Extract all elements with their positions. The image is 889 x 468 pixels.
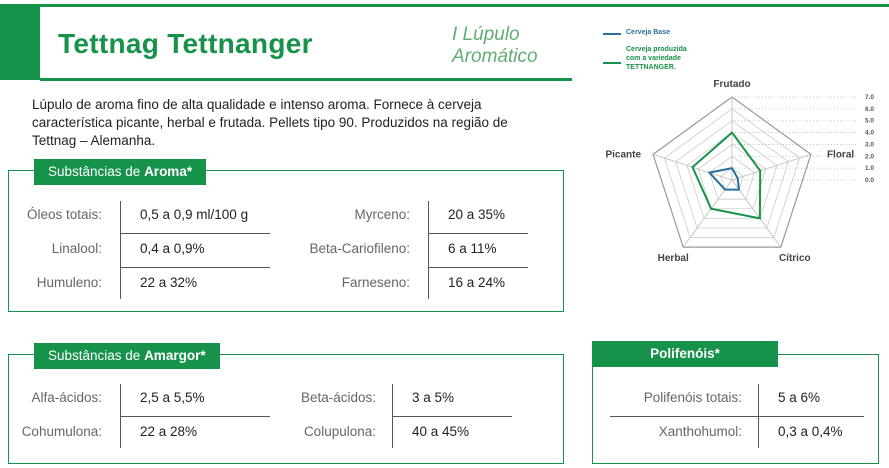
- aroma-label: Humuleno:: [36, 275, 102, 290]
- legend-label-base: Cerveja Base: [626, 29, 670, 36]
- radar-scale-label: 5.0: [865, 117, 875, 125]
- aroma-col-divider: [428, 201, 429, 299]
- amargor-row-divider: [120, 416, 270, 417]
- radar-scale-label: 7.0: [865, 94, 875, 101]
- radar-scale-label: 4.0: [865, 129, 875, 137]
- legend-swatch-base: [603, 33, 621, 35]
- legend-variety-line2: com a variedade: [626, 55, 681, 62]
- aroma-row-divider: [428, 267, 528, 268]
- legend-label-variety: [626, 45, 687, 72]
- radar-axis-label: Floral: [826, 149, 855, 161]
- polifenois-heading: [592, 341, 778, 367]
- aroma-label: Beta-Cariofileno:: [309, 241, 410, 256]
- legend-swatch-variety: [603, 62, 621, 64]
- aroma-value: 0,4 a 0,9%: [140, 241, 205, 256]
- radar-scale-label: 0.0: [865, 177, 875, 184]
- amargor-label: Colupulona:: [303, 424, 376, 439]
- aroma-heading-text: Substâncias de: [48, 164, 145, 179]
- subtitle-line-1: I Lúpulo: [452, 24, 520, 45]
- amargor-col-divider: [392, 384, 393, 448]
- subtitle-line-2: Aromático: [452, 46, 538, 67]
- amargor-box: [8, 354, 564, 464]
- left-accent-bar: [0, 4, 40, 80]
- aroma-value: 6 a 11%: [448, 241, 497, 256]
- radar-axis-label: Frutado: [713, 80, 751, 90]
- aroma-label: Linalool:: [51, 241, 102, 256]
- aroma-row-divider: [120, 233, 270, 234]
- amargor-value: 2,5 a 5,5%: [140, 390, 205, 405]
- aroma-label: Farneseno:: [341, 275, 410, 290]
- radar-axis-label: Herbal: [657, 253, 689, 265]
- legend-variety-line1: Cerveja produzida: [626, 46, 687, 53]
- amargor-heading-text: Substâncias de: [48, 348, 145, 363]
- legend-variety-line3: TETTNANGER.: [626, 64, 676, 71]
- radar-chart: [590, 80, 889, 280]
- aroma-value: 16 a 24%: [448, 275, 506, 290]
- amargor-label: Cohumulona:: [21, 424, 102, 439]
- amargor-value: 22 a 28%: [140, 424, 198, 439]
- aroma-value: 22 a 32%: [140, 275, 198, 290]
- polifenois-heading-text: Polifenóis*: [650, 346, 720, 361]
- radar-axis-label: Picante: [605, 149, 642, 161]
- amargor-value: 3 a 5%: [412, 390, 455, 405]
- polifenois-value: 5 a 6%: [778, 390, 821, 405]
- title-underline: [40, 78, 572, 81]
- aroma-row-divider: [428, 233, 528, 234]
- aroma-value: 20 a 35%: [448, 207, 506, 222]
- radar-spoke: [732, 154, 811, 180]
- polifenois-row-divider: [610, 416, 864, 417]
- amargor-heading-bold: Amargor*: [144, 348, 206, 363]
- polifenois-label: Xanthohumol:: [658, 424, 742, 439]
- amargor-value: 40 a 45%: [412, 424, 470, 439]
- aroma-label: Óleos totais:: [26, 207, 102, 222]
- aroma-label: Myrceno:: [354, 207, 410, 222]
- polifenois-label: Polifenóis totais:: [643, 390, 742, 405]
- page-subtitle: [452, 24, 538, 68]
- aroma-heading: [34, 159, 206, 185]
- amargor-col-divider: [120, 384, 121, 448]
- description: Lúpulo de aroma fino de alta qualidade e intenso aroma. Fornece à cerveja característica picante, herbal e frutada. Pellets tipo 90. Produzidos na região de Tettnag – Alemanha.: [32, 97, 508, 148]
- radar-axis-label: Cítrico: [778, 253, 811, 265]
- aroma-col-divider: [120, 201, 121, 299]
- polifenois-col-divider: [758, 384, 759, 448]
- amargor-label: Alfa-ácidos:: [31, 390, 102, 405]
- radar-scale-label: 1.0: [865, 165, 875, 173]
- aroma-row-divider: [120, 267, 270, 268]
- radar-scale-label: 3.0: [865, 141, 875, 149]
- top-rule: [40, 4, 889, 7]
- aroma-heading-bold: Aroma*: [144, 164, 193, 179]
- radar-scale-label: 6.0: [865, 105, 875, 113]
- polifenois-box: [592, 354, 879, 464]
- amargor-label: Beta-ácidos:: [300, 390, 376, 405]
- aroma-value: 0,5 a 0,9 ml/100 g: [140, 207, 249, 222]
- polifenois-value: 0,3 a 0,4%: [778, 424, 843, 439]
- amargor-row-divider: [392, 416, 512, 417]
- page-title: Tettnag Tettnanger: [58, 28, 313, 59]
- radar-scale-label: 2.0: [865, 153, 875, 161]
- amargor-heading: [34, 343, 220, 369]
